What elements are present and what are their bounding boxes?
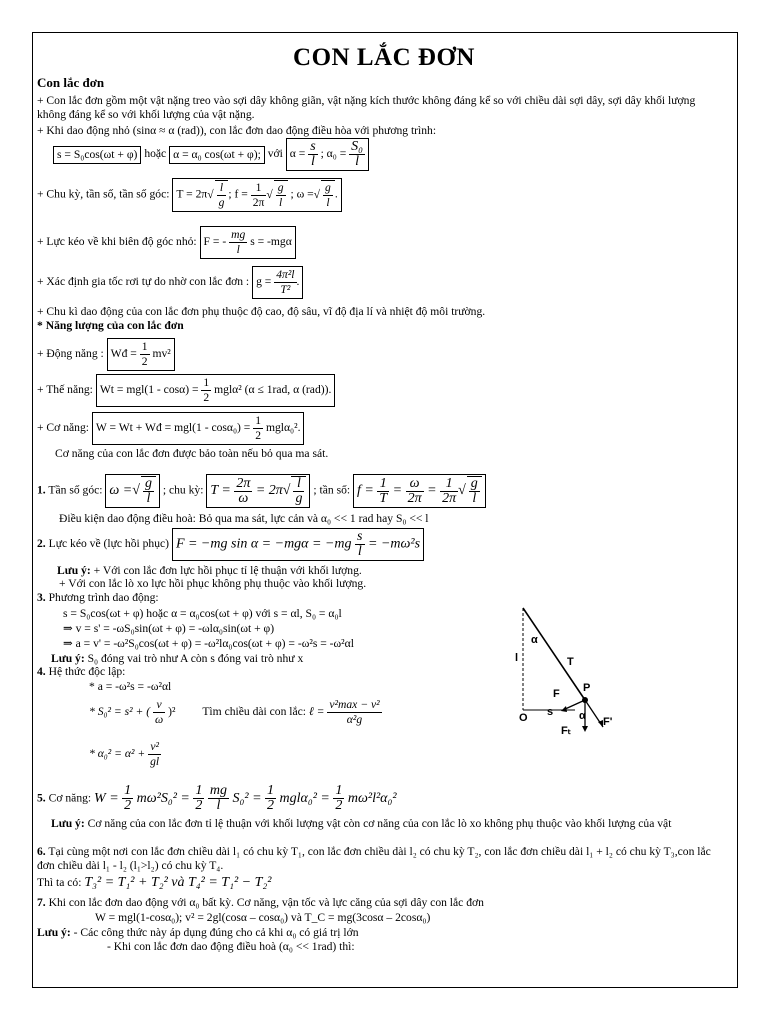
den: gl: [150, 755, 160, 768]
fraction-half: [193, 784, 204, 813]
omega-eq: ω =: [109, 483, 133, 499]
den: 2: [267, 798, 275, 813]
tension-label: T: [567, 656, 574, 668]
equation-alpha-def: [286, 138, 369, 171]
period-dependence-note: + Chu kì dao động của con lắc đơn phụ thuộc độ cao, độ sâu, vĩ độ địa lí và nhiệt độ môi trường.: [37, 305, 486, 318]
arrowhead: [561, 706, 567, 712]
force-tail: s = -mgα: [250, 235, 292, 249]
equation-kinetic: [107, 338, 175, 371]
item-5-text: Cơ năng:: [48, 791, 92, 805]
sqrt-g-over-l: [467, 476, 482, 506]
weight-label: P: [583, 682, 591, 694]
item-5-note: [51, 817, 725, 831]
sqrt-g-over-l: [141, 476, 156, 506]
sqrt-g-over-l: [274, 180, 288, 210]
num: 1: [267, 783, 275, 798]
note-label: Lưu ý:: [51, 817, 85, 830]
den: l: [310, 154, 315, 169]
fraction-half: [333, 784, 344, 813]
fraction-1-over-2pi: [251, 181, 267, 210]
arc-s-label: s: [547, 706, 554, 718]
item-4-number: 4.: [37, 665, 46, 678]
sqrt-l-over-g: [291, 476, 306, 506]
num: 1: [255, 414, 262, 427]
string-line: [523, 608, 585, 700]
squared: )²: [168, 705, 176, 719]
fraction-S0-over-l: [349, 140, 365, 169]
alpha0-squared: * α₀² = α² +: [89, 747, 146, 761]
alpha0-eq: ; α₀ =: [320, 147, 347, 161]
restoring-tail: = −mω²s: [368, 536, 421, 552]
num: mg: [231, 228, 246, 241]
fraction-mg-over-l: [208, 784, 229, 813]
period-text: ; chu kỳ:: [162, 483, 204, 497]
period-label: + Chu kỳ, tần số, tần số góc:: [37, 187, 170, 201]
sqrt-l-over-g: [215, 180, 229, 210]
den: l: [236, 243, 240, 256]
num: g: [325, 181, 331, 194]
equation-energy: [94, 783, 397, 813]
item-7-note-2: - Khi con lắc đơn dao động điều hoà (α₀ << 1rad) thì:: [107, 940, 355, 953]
alpha-top-label: α: [531, 634, 538, 646]
potential-label: + Thế năng:: [37, 383, 93, 397]
T-eq: T =: [210, 483, 231, 499]
force-label: + Lực kéo về khi biên độ góc nhỏ:: [37, 235, 197, 249]
period-row: [37, 178, 342, 212]
den: l: [216, 798, 221, 813]
sqrt-symbol: √: [282, 483, 291, 498]
equation-force: [200, 226, 296, 259]
item-4-line-1: * a = -ω²s = -ω²αl: [89, 680, 172, 693]
eq-sign: =: [392, 483, 403, 499]
item-7-equation: W = mgl(1-cosα₀); v² = 2gl(cosα – cosα₀) và T_C = mg(3cosα – 2cosα₀): [95, 911, 431, 924]
equation-alpha: α = α₀ cos(ωt + φ);: [169, 146, 265, 164]
term-3: mglα₀² =: [279, 790, 330, 806]
num: 2π: [236, 475, 251, 491]
energy-heading: * Năng lượng của con lắc đơn: [37, 319, 184, 332]
mechanical-label: + Cơ năng:: [37, 421, 89, 435]
den: l: [326, 196, 330, 209]
fraction-v-over-omega: [153, 698, 165, 727]
item-3-line-1: s = S₀cos(ωt + φ) hoặc α = α₀cos(ωt + φ) với s = αl, S₀ = α₀l: [63, 607, 342, 620]
item-6-row: [37, 845, 725, 873]
potential-row: [37, 374, 335, 407]
tangential-force-label: Fₜ: [561, 725, 571, 737]
alpha-eq: α =: [289, 147, 306, 161]
alpha-bottom-label: α: [579, 710, 586, 722]
item-4-row: [37, 665, 125, 679]
num: l: [217, 181, 227, 196]
section-heading: Con lắc đơn: [37, 75, 105, 90]
word-hoac: hoặc: [144, 147, 167, 161]
fraction-half: [265, 784, 276, 813]
den: l: [146, 491, 151, 506]
S0-squared: * S₀² = s² + (: [89, 705, 151, 719]
den: 2π: [252, 195, 265, 209]
item-3-note: [51, 652, 303, 666]
note-force-2: + Với con lắc lò xo lực hồi phục không phụ thuộc vào khối lượng.: [59, 577, 367, 590]
note-text: - Các công thức này áp dụng đúng cho cả khi α₀ có giá trị lớn: [73, 926, 359, 939]
period-T: T = 2π: [176, 187, 208, 201]
den: l: [472, 491, 477, 506]
item-1-row: [37, 474, 486, 508]
origin-label: O: [519, 712, 528, 724]
den: g: [295, 491, 303, 506]
restoring-eq: F = −mg sin α = −mgα = −mg: [175, 536, 352, 552]
word-voi: với: [267, 147, 283, 161]
bob: [582, 697, 588, 703]
item-4-line-2: [89, 698, 382, 727]
note-force-1: [57, 564, 362, 578]
num: g: [277, 181, 284, 194]
den: 2π: [407, 490, 422, 506]
mechanical-tail: mglα₀².: [265, 421, 301, 435]
num: 1: [440, 477, 458, 492]
fraction-length: [327, 698, 381, 727]
note-text: + Với con lắc đơn lực hồi phục tỉ lệ thuận với khối lượng.: [93, 564, 362, 577]
num: g: [144, 476, 152, 491]
num: 1: [335, 783, 343, 798]
item-2-text: Lực kéo về (lực hồi phục): [48, 537, 170, 551]
T-eq2: = 2π: [255, 483, 283, 499]
num: v²: [148, 740, 161, 755]
equation-row-motion: [53, 138, 369, 171]
den: 2: [255, 429, 262, 442]
period-omega: ; ω =: [290, 187, 314, 201]
num: 1: [251, 181, 267, 196]
item-1-text: Tần số góc:: [48, 483, 103, 497]
den: g: [218, 196, 225, 209]
item-3-row: [37, 591, 159, 605]
paragraph-small-oscillation: + Khi dao động nhỏ (sinα ≈ α (rad)), con lắc đơn dao động điều hòa với phương trình:: [37, 124, 437, 137]
note-text: S₀ đóng vai trò như A còn s đóng vai trò như x: [87, 652, 304, 665]
den: 2π: [442, 490, 457, 506]
num: v²max − v²: [329, 698, 380, 711]
item-3-line-3: ⇒ a = v' = -ω²S₀cos(ωt + φ) = -ω²lα₀cos(ωt + φ) = -ω²s = -ω²αl: [63, 637, 354, 650]
period-relation: T₃² = T₁² + T₂² và T₄² = T₁² − T₂²: [84, 875, 272, 890]
fraction-half: [201, 376, 211, 405]
energy-conserved-note: Cơ năng của con lắc đơn được bảo toàn nếu bỏ qua ma sát.: [55, 447, 329, 460]
fraction-half: [253, 414, 263, 443]
f-prime-label: F': [603, 716, 613, 728]
item-7-row: [37, 896, 484, 910]
sqrt-g-over-l: [321, 180, 335, 210]
den: l: [279, 196, 283, 209]
gravity-eq: g =: [256, 275, 272, 289]
den: ω: [155, 713, 164, 726]
fraction-4pi2l-over-T2: [274, 268, 296, 297]
condition-text: Điều kiện dao động điều hoà: Bỏ qua ma sát, lực cản và α₀ << 1 rad hay S₀ << l: [59, 512, 429, 525]
num: v: [153, 698, 165, 713]
fraction-2pi-over-omega: [234, 477, 252, 506]
eq-sign: =: [427, 483, 437, 499]
sqrt-symbol: √: [132, 483, 140, 498]
num: 1: [195, 783, 203, 798]
kinetic-eq: Wđ =: [110, 347, 137, 361]
arrowhead: [582, 726, 588, 732]
item-6-result: [37, 876, 271, 890]
sqrt-symbol: √: [458, 483, 466, 498]
den: α²g: [346, 713, 363, 726]
fraction-omega-over-2pi: [406, 477, 424, 506]
f-eq: f =: [357, 483, 374, 499]
den: l: [357, 544, 362, 559]
den: T: [379, 490, 388, 506]
fraction-v2-over-gl: [148, 740, 161, 769]
item-3-line-2: ⇒ v = s' = -ωS₀sin(ωt + φ) = -ωlα₀sin(ωt + φ): [63, 622, 275, 635]
equation-s: s = S₀cos(ωt + φ): [53, 146, 141, 164]
num: 1: [124, 783, 132, 798]
num: s: [357, 529, 363, 544]
fraction-s-over-l: [355, 530, 364, 559]
num: S₀: [351, 139, 364, 154]
ell-eq: ℓ =: [308, 705, 325, 719]
potential-eq: Wt = mgl(1 - cosα) =: [99, 383, 199, 397]
den: 2: [141, 355, 148, 368]
den: 2: [124, 798, 132, 813]
kinetic-label: + Động năng :: [37, 347, 104, 361]
equation-mechanical: [92, 412, 305, 445]
mechanical-row: [37, 412, 304, 445]
kinetic-row: [37, 338, 175, 371]
den: 2: [195, 798, 203, 813]
num: 1: [377, 477, 389, 492]
item-7-text: Khi con lắc đơn dao động với α₀ bất kỳ. Cơ năng, vận tốc và lực căng của sợi dây con lắc đơn: [48, 896, 484, 909]
force-label: F: [553, 688, 560, 700]
item-5-row: [37, 784, 397, 813]
note-label: Lưu ý:: [37, 926, 71, 939]
fraction-1-over-2pi: [440, 477, 458, 506]
num: 1: [141, 340, 148, 353]
item-2-number: 2.: [37, 537, 46, 551]
term-1: mω²S₀² =: [136, 790, 190, 806]
fraction-half: [122, 784, 133, 813]
gravity-label: + Xác định gia tốc rơi tự do nhờ con lắc đơn :: [37, 275, 250, 289]
fraction-s-over-l: [308, 140, 317, 169]
den: 2: [203, 391, 210, 404]
sqrt-symbol: √: [313, 188, 321, 201]
fraction-1-over-T: [377, 477, 389, 506]
item-3-text: Phương trình dao động:: [48, 591, 159, 604]
item-7-note-1: [37, 926, 359, 940]
then-text: Thì ta có:: [37, 876, 82, 889]
mv2: mv²: [152, 347, 171, 361]
term-2: S₀² =: [232, 790, 262, 806]
item-1-number: 1.: [37, 483, 46, 497]
num: l: [293, 477, 304, 492]
den: ω: [238, 490, 249, 506]
num: mg: [209, 783, 227, 798]
force-row: [37, 226, 296, 259]
item-3-number: 3.: [37, 591, 46, 604]
note-label: Lưu ý:: [51, 652, 85, 665]
item-6-number: 6.: [37, 845, 46, 858]
item-5-number: 5.: [37, 791, 46, 805]
equation-period: T = 2π√ $\frac{l}{g}$ ; f = $\frac{1}{2\pi}$ √ $\frac{g}{l}$ ; ω =√ $\frac{g}{l}$ .: [172, 178, 341, 212]
num: ω: [406, 477, 424, 492]
item-4-line-3: [89, 740, 161, 769]
equation-omega: [105, 474, 160, 508]
fraction-half: [140, 340, 150, 369]
freq-text: ; tần số:: [313, 483, 351, 497]
page-title: CON LẮC ĐƠN: [293, 44, 475, 71]
item-2-row: [37, 528, 424, 561]
potential-tail: mglα² (α ≤ 1rad, α (rad)).: [214, 383, 332, 397]
length-label: l: [515, 652, 519, 664]
sqrt-symbol: √: [266, 188, 273, 201]
num: 4π²l: [276, 268, 295, 281]
mechanical-eq: W = Wt + Wđ = mgl(1 - cosα₀) =: [95, 421, 251, 435]
item-6-text: Tại cùng một nơi con lắc đơn chiều dài l₁ có chu kỳ T₁, con lắc đơn chiều dài l₂ có chu kỳ T₂, con lắc đơn chiều dài l₁ + l₂ có chu kỳ T₃,con lắc đơn chiều dài l₁ - l₂ (l₁>l₂) có chu kỳ T₄.: [37, 845, 711, 872]
force-eq: F = -: [203, 235, 227, 249]
den: 2: [335, 798, 343, 813]
num: g: [470, 476, 478, 491]
num: 1: [203, 376, 210, 389]
paragraph-definition: + Con lắc đơn gồm một vật nặng treo vào sợi dây không giãn, vật nặng kích thước không đáng kể so với chiều dài sợi dây, sợi dây khối lượng không đáng kể so với khối lượng của vật nặng.: [37, 94, 696, 121]
equation-T: [206, 474, 310, 508]
item-4-text: Hệ thức độc lập:: [48, 665, 126, 678]
equation-gravity: g = $\frac{\text{4π²l}}{\text{T²}}$ .: [252, 266, 303, 299]
note-label: Lưu ý:: [57, 564, 91, 577]
den: l: [355, 154, 360, 169]
note-text: Cơ năng của con lắc đơn tỉ lệ thuận với khối lượng vật còn cơ năng của con lắc lò xo không phụ thuộc vào khối lượng của vật: [87, 817, 672, 830]
find-length: Tìm chiều dài con lắc:: [202, 705, 307, 719]
sqrt-symbol: √: [207, 188, 214, 201]
equation-potential: [96, 374, 336, 407]
fraction-mg-over-l: [229, 228, 247, 257]
equation-restoring-force: [172, 528, 424, 561]
equation-f: [353, 474, 486, 508]
period-f: f =: [234, 187, 248, 201]
pendulum-diagram: [505, 600, 635, 750]
den: T²: [280, 283, 291, 296]
gravity-row: [37, 266, 303, 299]
W-eq: W =: [94, 790, 119, 806]
term-4: mω²l²α₀²: [347, 790, 397, 806]
item-7-number: 7.: [37, 896, 46, 909]
num: s: [310, 139, 316, 154]
